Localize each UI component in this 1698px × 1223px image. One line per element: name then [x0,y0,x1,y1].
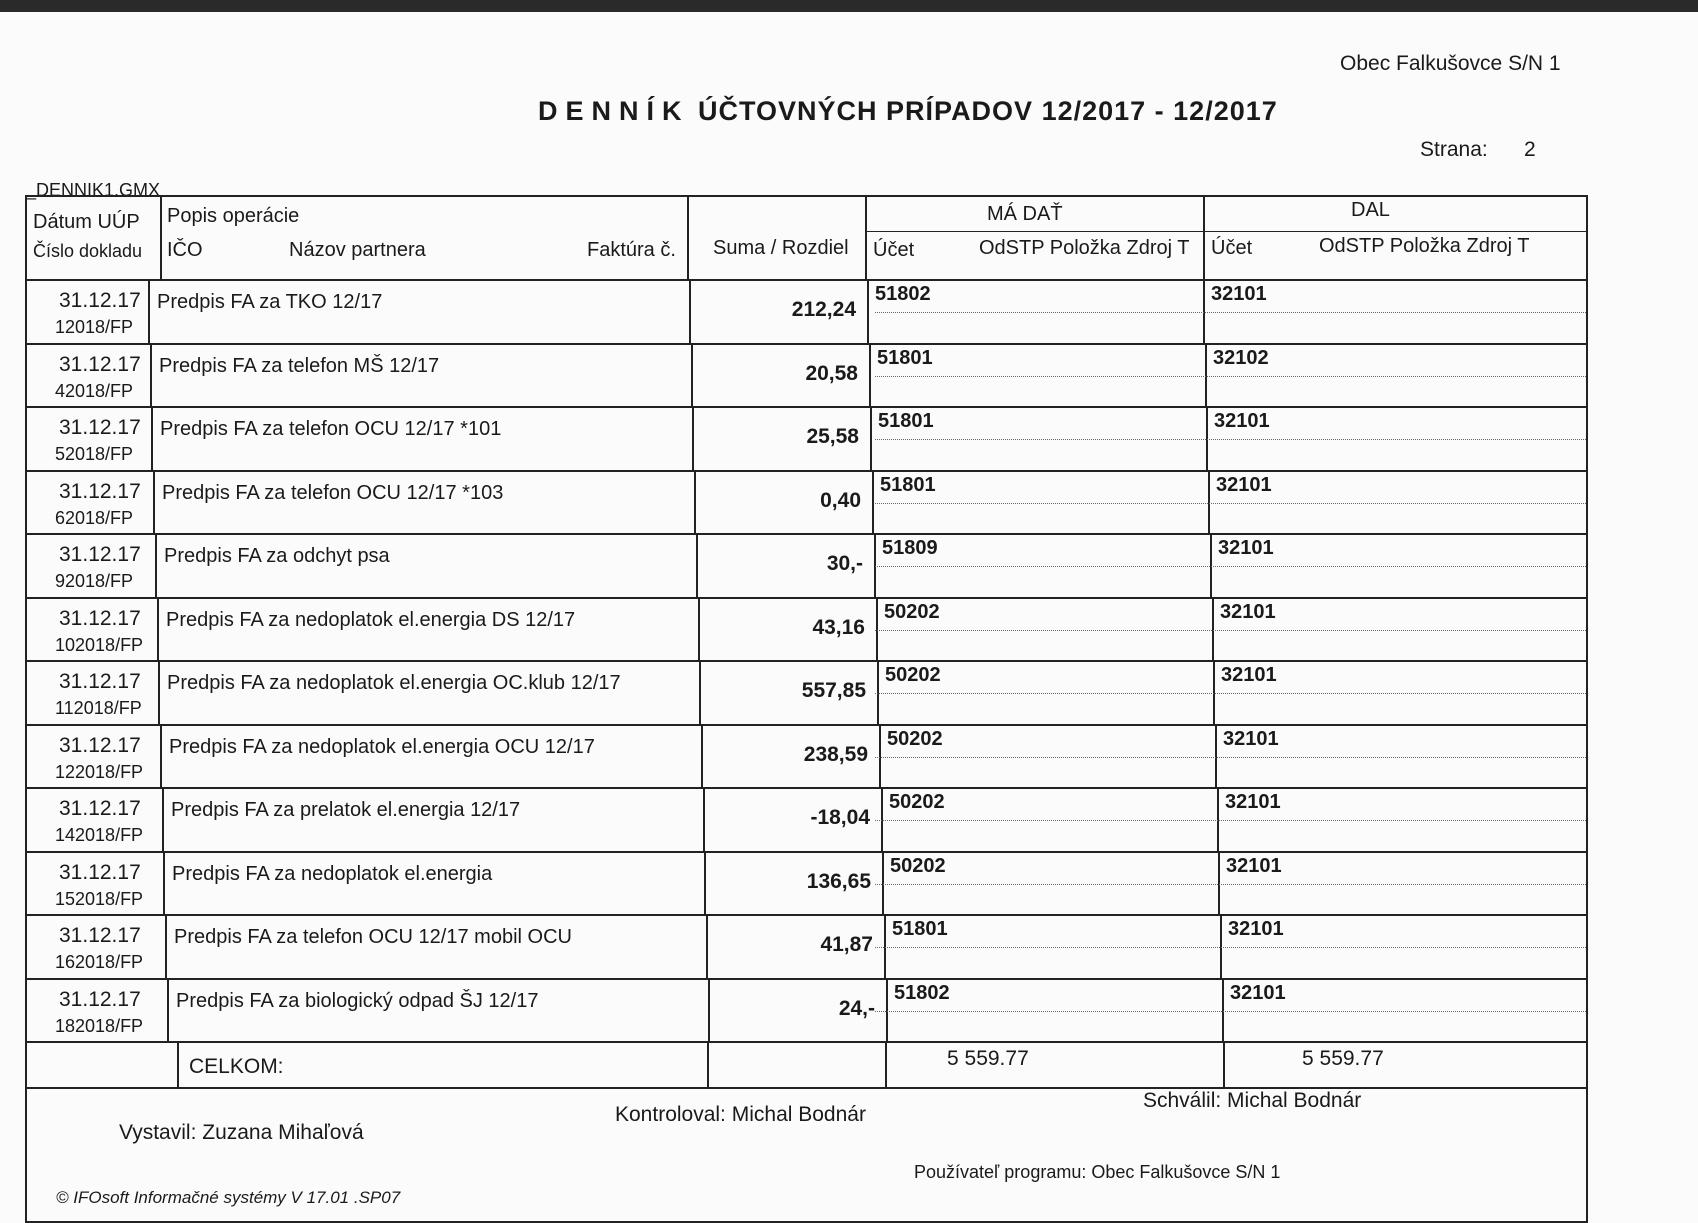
row-amount: 20,58 [805,361,858,385]
row-date: 31.12.17 [59,733,141,757]
row-description: Predpis FA za nedoplatok el.energia DS 12/17 [166,608,576,631]
row-dal-account: 32101 [1225,791,1281,813]
row-amount: 30,- [826,552,863,575]
row-description: Predpis FA za nedoplatok el.energia [172,862,493,885]
row-date: 31.12.17 [59,416,141,439]
row-dal-account: 32101 [1228,918,1284,940]
row-date: 31.12.17 [59,479,141,503]
table-row [27,980,1586,1044]
col-datum: Dátum UÚP [33,211,140,233]
table-row [27,535,1586,599]
row-date: 31.12.17 [59,352,141,376]
row-ma-dat-account: 51801 [877,346,933,369]
row-doc-number: 112018/FP [55,698,142,718]
row-ma-dat-account: 51801 [892,918,948,940]
table-row [27,472,1586,536]
col-dal: DAL [1351,199,1390,221]
totals-label: CELKOM: [189,1055,284,1078]
table-row [27,726,1586,790]
row-dal-account: 32101 [1230,981,1286,1004]
row-amount: -18,04 [810,806,870,829]
row-amount: 238,59 [803,742,868,766]
row-description: Predpis FA za odchyt psa [164,545,390,567]
organization-name: Obec Falkušovce S/N 1 [1340,52,1561,75]
table-row [27,789,1586,853]
row-date: 31.12.17 [59,670,141,693]
document-title [538,96,1278,127]
col-dal-ucet: Účet [1211,237,1253,259]
col-ma-dat-detail: OdSTP Položka Zdroj T [979,237,1190,259]
row-dal-account: 32101 [1216,473,1272,496]
table-row [27,281,1586,345]
totals-row [27,1043,1586,1089]
signature-schvalil: Schválil: Michal Bodnár [1143,1089,1362,1112]
row-date: 31.12.17 [59,606,141,630]
row-amount: 212,24 [791,298,856,321]
row-doc-number: 52018/FP [55,444,134,464]
row-description: Predpis FA za biologický odpad ŠJ 12/17 [176,989,539,1012]
row-ma-dat-account: 50202 [887,727,943,750]
row-description: Predpis FA za telefon OCU 12/17 *103 [162,481,504,504]
row-date: 31.12.17 [59,860,141,884]
row-doc-number: 182018/FP [55,1015,144,1036]
row-ma-dat-account: 51801 [878,410,934,432]
row-dal-account: 32101 [1223,727,1279,750]
row-doc-number: 142018/FP [55,825,144,845]
col-popis: Popis operácie [167,205,300,227]
file-name: _DENNIK1.GMX [26,180,161,200]
row-amount: 41,87 [820,933,873,956]
row-doc-number: 42018/FP [55,380,134,401]
row-description: Predpis FA za TKO 12/17 [157,291,383,313]
journal-rows [27,281,1586,1043]
row-description: Predpis FA za telefon OCU 12/17 *101 [160,418,502,440]
row-ma-dat-account: 50202 [890,854,946,877]
row-description: Predpis FA za prelatok el.energia 12/17 [171,799,521,821]
col-dal-detail: OdSTP Položka Zdroj T [1319,235,1530,257]
col-nazov: Názov partnera [289,239,426,261]
row-ma-dat-account: 51809 [882,537,938,559]
table-row [27,599,1586,663]
row-date: 31.12.17 [59,797,141,820]
row-dal-account: 32101 [1221,664,1277,686]
title-word-dennik: DENNÍK [538,96,690,126]
row-amount: 557,85 [801,679,866,702]
row-doc-number: 102018/FP [55,634,144,655]
scan-top-edge [0,0,1698,12]
row-description: Predpis FA za nedoplatok el.energia OCU 12/17 [169,735,595,758]
row-dal-account: 32101 [1211,283,1267,305]
row-ma-dat-account: 50202 [884,600,940,623]
totals-dal: 5 559.77 [1302,1047,1384,1070]
table-row [27,662,1586,726]
row-description: Predpis FA za nedoplatok el.energia OC.klub 12/17 [167,672,621,694]
totals-ma-dat: 5 559.77 [947,1047,1029,1070]
row-amount: 0,40 [820,488,861,512]
row-doc-number: 152018/FP [55,888,144,909]
row-amount: 24,- [838,996,875,1020]
table-row [27,408,1586,472]
row-dal-account: 32101 [1220,600,1276,623]
footer-program-user: Používateľ programu: Obec Falkušovce S/N 1 [914,1162,1281,1182]
row-description: Predpis FA za telefon OCU 12/17 mobil OCU [174,926,572,948]
row-dal-account: 32101 [1214,410,1270,432]
table-row [27,916,1586,980]
row-date: 31.12.17 [59,987,141,1011]
row-date: 31.12.17 [59,543,141,566]
row-description: Predpis FA za telefon MŠ 12/17 [159,354,440,377]
table-row [27,345,1586,409]
row-dal-account: 32102 [1213,346,1269,369]
row-date: 31.12.17 [59,289,141,312]
table-row [27,853,1586,917]
row-dal-account: 32101 [1226,854,1282,877]
title-rest: ÚČTOVNÝCH PRÍPADOV 12/2017 - 12/2017 [698,96,1278,126]
page-label: Strana: [1420,138,1488,161]
row-dal-account: 32101 [1218,537,1274,559]
col-ma-dat: MÁ DAŤ [987,203,1063,225]
footer-software: © IFOsoft Informačné systémy V 17.01 .SP07 [56,1188,401,1207]
page-number: 2 [1524,138,1536,161]
row-amount: 25,58 [806,425,859,448]
col-faktura: Faktúra č. [587,239,676,261]
row-amount: 136,65 [806,869,871,893]
col-suma: Suma / Rozdiel [713,237,849,259]
row-doc-number: 62018/FP [55,507,134,528]
row-ma-dat-account: 50202 [889,791,945,813]
row-date: 31.12.17 [59,924,141,947]
col-ico: IČO [167,239,203,261]
row-doc-number: 12018/FP [55,317,134,337]
row-doc-number: 92018/FP [55,571,134,591]
row-ma-dat-account: 51801 [880,473,936,496]
col-ma-dat-ucet: Účet [873,239,915,261]
row-amount: 43,16 [812,615,865,639]
col-cislo: Číslo dokladu [33,241,143,261]
row-ma-dat-account: 51802 [894,981,950,1004]
row-doc-number: 122018/FP [55,761,144,782]
signature-kontroloval: Kontroloval: Michal Bodnár [615,1103,866,1126]
row-doc-number: 162018/FP [55,952,144,972]
row-ma-dat-account: 51802 [875,283,931,305]
journal-table [25,195,1588,1223]
row-ma-dat-account: 50202 [885,664,941,686]
table-header [27,197,1586,281]
signature-vystavil: Vystavil: Zuzana Mihaľová [119,1121,364,1144]
